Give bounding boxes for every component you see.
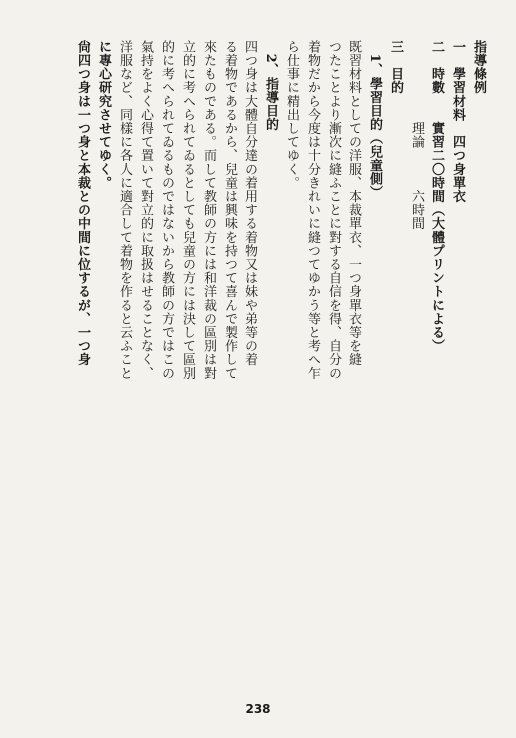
- text-line: 來たものである。而して教師の方には和洋裁の區別は對: [201, 40, 216, 380]
- text-line: 尙四つ身は一つ身と本裁との中間に位するが、一つ身: [75, 40, 90, 367]
- text-line: ら仕事に精出してゆく。: [284, 40, 299, 190]
- text-line: つたことより漸次に縫ふことに對する自信を得、自分の: [326, 40, 341, 380]
- text-line: 洋服など、同樣に各人に適合して着物を作ると云ふこと: [117, 40, 132, 380]
- text-line: 着物だから今度は十分きれいに縫つてゆかう等と考へ乍: [305, 40, 320, 380]
- text-line: 的に考へられてゐるものではないから教師の方ではこの: [159, 40, 174, 380]
- text-line: 三 目的: [388, 40, 403, 95]
- text-line: る着物であるから、兒童は興味を持つて喜んで製作して: [222, 40, 237, 380]
- text-line: 四つ身は大體自分達の着用する着物又は妹や弟等の着: [242, 40, 257, 367]
- text-line: 指導條例: [471, 40, 486, 95]
- text-line: 理論 六時間: [409, 40, 424, 231]
- text-line: 既習材料としての洋服、本裁單衣、一つ身單衣等を縫: [346, 40, 361, 367]
- text-line: 氣持をよく心得て置いて對立的に取扱はせることなく、: [138, 40, 153, 380]
- text-line: 二 時數 實習二〇時間（大體プリントによる）: [429, 40, 444, 353]
- page-number: 238: [245, 702, 271, 716]
- text-line: 1、學習目的（兒童側）: [367, 40, 382, 200]
- text-line: 立的に考へられてゐるとしても兒童の方には決して區別: [180, 40, 195, 380]
- text-line: 2、指導目的: [263, 40, 278, 132]
- text-line: に專心研究させてゆく。: [96, 40, 111, 190]
- text-line: 一 學習材料 四つ身單衣: [450, 40, 465, 204]
